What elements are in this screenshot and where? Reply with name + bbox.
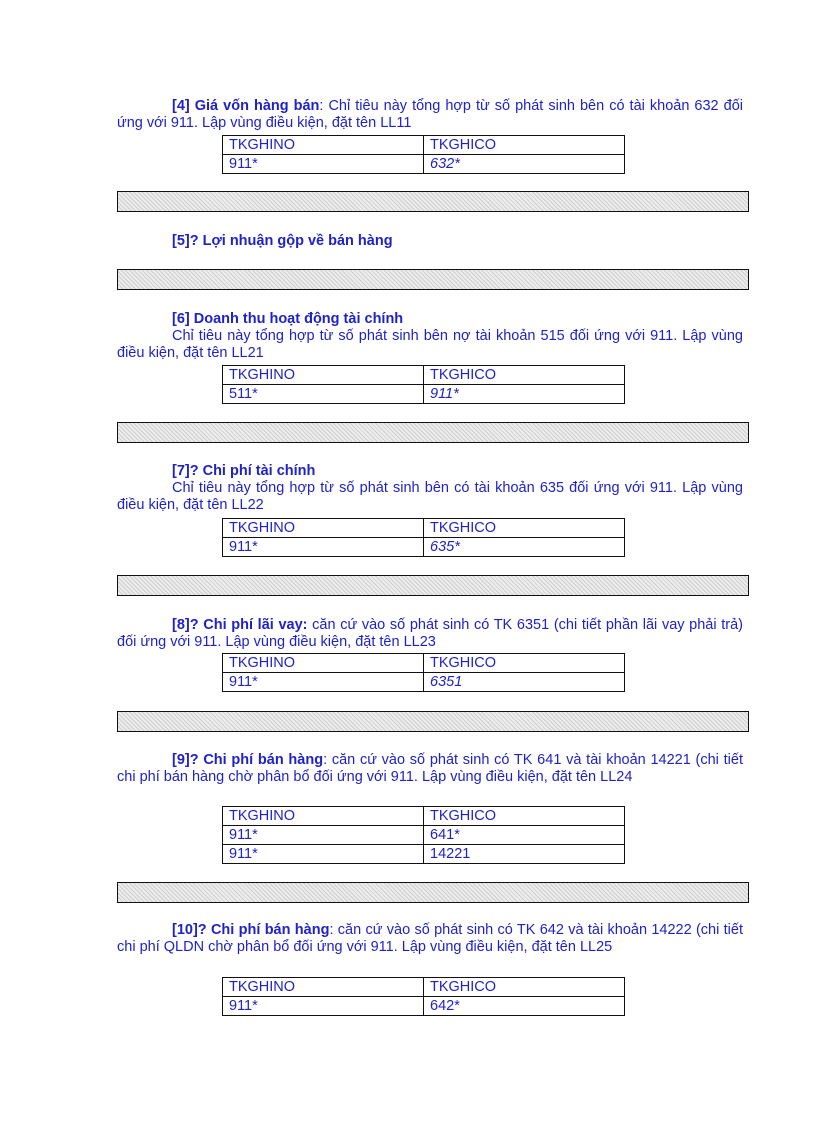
- section-10-heading: [10]? Chi phí bán hàng: [172, 922, 330, 938]
- section-5-heading: [5]? Lợi nhuận gộp về bán hàng: [172, 233, 393, 249]
- section-9-paragraph: [117, 752, 743, 786]
- cell-tkghico: 632*: [424, 155, 625, 174]
- table-header-row: [223, 654, 625, 673]
- cell-tkghico: 14221: [424, 845, 625, 864]
- section-7-text: Chỉ tiêu này tổng hợp từ số phát sinh bên có tài khoản 635 đối ứng với 911. Lập vùng điều kiện, đặt tên LL22: [117, 480, 743, 513]
- section-8-table: [222, 653, 625, 692]
- cell-tkghico: 641*: [424, 826, 625, 845]
- table-row: [223, 538, 625, 557]
- table-row: [223, 997, 625, 1016]
- section-6-table: [222, 365, 625, 404]
- section-7-heading: [7]? Chi phí tài chính: [172, 463, 316, 479]
- header-tkghino: TKGHINO: [223, 654, 424, 673]
- header-tkghino: TKGHINO: [223, 136, 424, 155]
- shaded-answer-bar: [117, 575, 749, 596]
- section-9-table: [222, 806, 625, 864]
- header-tkghico: TKGHICO: [424, 519, 625, 538]
- table-header-row: [223, 136, 625, 155]
- cell-tkghico: 6351: [424, 673, 625, 692]
- section-10-text: : căn cứ vào số phát sinh có TK 642 và tài khoản 14222 (chi tiết chi phí QLDN chờ phân bổ đối ứng với 911. Lập vùng điều kiện, đặt tên LL25: [117, 922, 743, 955]
- table-row: [223, 845, 625, 864]
- cell-tkghino: 911*: [223, 997, 424, 1016]
- table-row: [223, 385, 625, 404]
- section-6-heading: [6] Doanh thu hoạt động tài chính: [172, 311, 404, 327]
- header-tkghino: TKGHINO: [223, 519, 424, 538]
- shaded-answer-bar: [117, 422, 749, 443]
- table-row: [223, 155, 625, 174]
- cell-tkghino: 511*: [223, 385, 424, 404]
- header-tkghico: TKGHICO: [424, 366, 625, 385]
- cell-tkghico: 911*: [424, 385, 625, 404]
- section-4-paragraph: [117, 98, 743, 132]
- cell-tkghino: 911*: [223, 845, 424, 864]
- header-tkghico: TKGHICO: [424, 807, 625, 826]
- table-header-row: [223, 519, 625, 538]
- section-7-paragraph: [117, 463, 743, 514]
- header-tkghico: TKGHICO: [424, 978, 625, 997]
- section-4-text: : Chỉ tiêu này tổng hợp từ số phát sinh bên có tài khoản 632 đối ứng với 911. Lập vùng điều kiện, đặt tên LL11: [117, 98, 743, 131]
- section-9-text: : căn cứ vào số phát sinh có TK 641 và tài khoản 14221 (chi tiết chi phí bán hàng chờ phân bổ đối ứng với 911. Lập vùng điều kiện, đặt tên LL24: [117, 752, 743, 785]
- section-8-paragraph: [117, 617, 743, 651]
- cell-tkghico: 635*: [424, 538, 625, 557]
- section-4-table: [222, 135, 625, 174]
- cell-tkghino: 911*: [223, 538, 424, 557]
- table-header-row: [223, 807, 625, 826]
- header-tkghico: TKGHICO: [424, 136, 625, 155]
- shaded-answer-bar: [117, 882, 749, 903]
- header-tkghino: TKGHINO: [223, 807, 424, 826]
- section-6-paragraph: [117, 311, 743, 362]
- header-tkghino: TKGHINO: [223, 366, 424, 385]
- section-7-table: [222, 518, 625, 557]
- header-tkghico: TKGHICO: [424, 654, 625, 673]
- table-row: [223, 826, 625, 845]
- section-10-paragraph: [117, 922, 743, 956]
- shaded-answer-bar: [117, 269, 749, 290]
- table-header-row: [223, 366, 625, 385]
- shaded-answer-bar: [117, 191, 749, 212]
- cell-tkghino: 911*: [223, 155, 424, 174]
- cell-tkghico: 642*: [424, 997, 625, 1016]
- cell-tkghino: 911*: [223, 673, 424, 692]
- header-tkghino: TKGHINO: [223, 978, 424, 997]
- section-4-heading: [4] Giá vốn hàng bán: [172, 98, 320, 114]
- table-header-row: [223, 978, 625, 997]
- section-8-text: căn cứ vào số phát sinh có TK 6351 (chi tiết phần lãi vay phải trả) đối ứng với 911. Lập vùng điều kiện, đặt tên LL23: [117, 617, 744, 650]
- table-row: [223, 673, 625, 692]
- section-8-heading: [8]? Chi phí lãi vay:: [172, 617, 308, 633]
- section-6-text: Chỉ tiêu này tổng hợp từ số phát sinh bên nợ tài khoản 515 đối ứng với 911. Lập vùng điều kiện, đặt tên LL21: [117, 328, 743, 361]
- section-5-paragraph: [117, 233, 743, 250]
- section-9-heading: [9]? Chi phí bán hàng: [172, 752, 324, 768]
- shaded-answer-bar: [117, 711, 749, 732]
- cell-tkghino: 911*: [223, 826, 424, 845]
- section-10-table: [222, 977, 625, 1016]
